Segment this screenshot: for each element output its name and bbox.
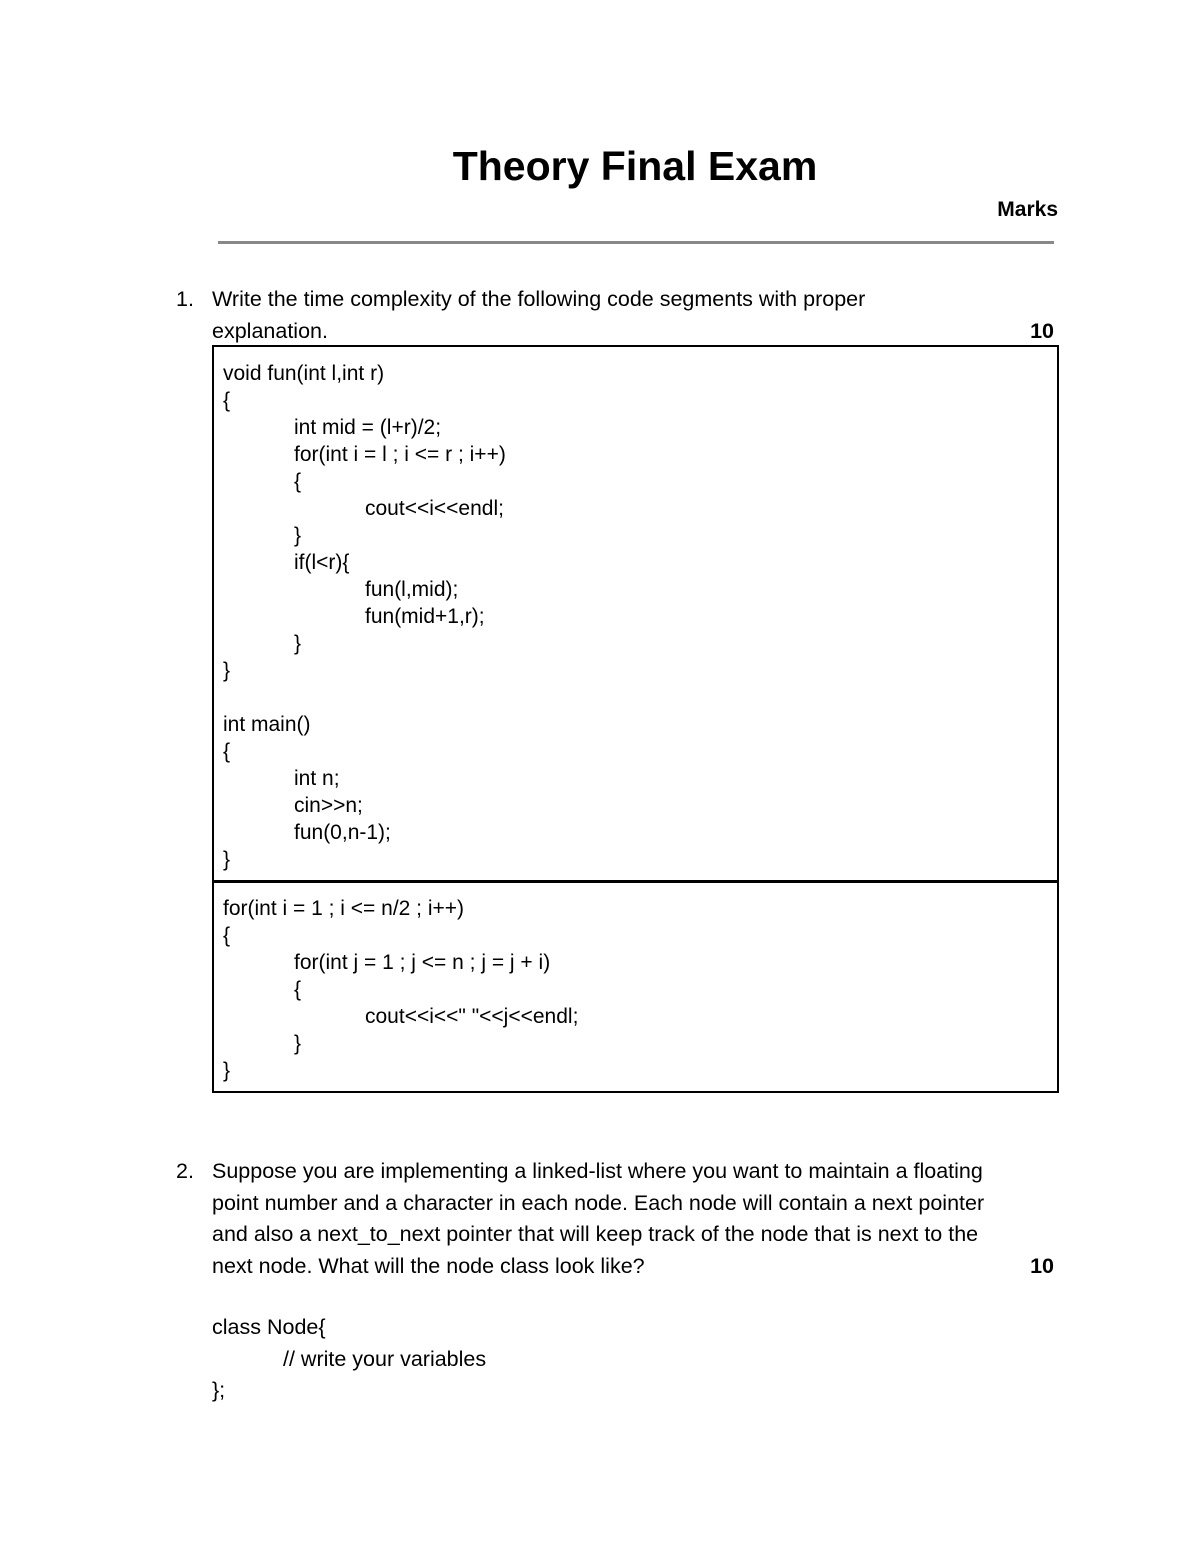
code-line: fun(l,mid);	[365, 578, 459, 601]
code-line	[223, 684, 506, 711]
question-text-line: and also a next_to_next pointer that will keep track of the node that is next to the	[212, 1222, 979, 1246]
code-line: }	[223, 1059, 231, 1082]
code-line: cout<<i<<endl;	[365, 497, 504, 520]
header-divider	[218, 241, 1054, 244]
question-marks: 10	[1030, 318, 1054, 343]
code-line: // write your variables	[283, 1346, 487, 1371]
code-line: {	[223, 740, 231, 763]
code-line: {	[223, 924, 231, 947]
exam-title: Theory Final Exam	[452, 143, 818, 189]
code-line: }	[294, 632, 302, 655]
code-line: cout<<i<<" "<<j<<endl;	[365, 1005, 579, 1028]
code-segment-recursive	[212, 345, 1059, 883]
code-line: }	[294, 524, 302, 547]
code-line: }	[223, 848, 231, 871]
question-text-line: Suppose you are implementing a linked-list where you want to maintain a floating	[212, 1159, 983, 1183]
question-text-line: point number and a character in each node. Each node will contain a next pointer	[212, 1190, 985, 1215]
code-line: int main()	[223, 713, 311, 736]
code-line: fun(mid+1,r);	[365, 605, 485, 628]
question-marks: 10	[1030, 1253, 1054, 1278]
question-number: 1.	[176, 287, 194, 311]
question-text	[212, 284, 1054, 347]
question-text-line: Write the time complexity of the following code segments with proper	[212, 287, 866, 311]
code-line: {	[294, 470, 302, 493]
code-segment-nested-loop	[212, 880, 1059, 1093]
code-line: }	[223, 659, 231, 682]
code-line: class Node{	[212, 1315, 326, 1339]
code-line: };	[212, 1378, 226, 1402]
question-text-line: next node. What will the node class look like?	[212, 1253, 645, 1278]
node-class-template	[212, 1312, 486, 1407]
question-number: 2.	[176, 1159, 194, 1183]
question-text	[212, 1156, 1054, 1282]
marks-column-header: Marks	[997, 198, 1058, 221]
question-text-line: explanation.	[212, 318, 328, 343]
code-line: void fun(int l,int r)	[223, 362, 385, 385]
code-line: fun(0,n-1);	[294, 821, 391, 844]
code-lines	[223, 360, 506, 873]
code-line: for(int i = 1 ; i <= n/2 ; i++)	[223, 897, 465, 920]
code-lines	[223, 895, 578, 1084]
code-line: for(int j = 1 ; j <= n ; j = j + i)	[294, 951, 551, 974]
code-line: for(int i = l ; i <= r ; i++)	[294, 443, 506, 466]
code-line: }	[294, 1032, 302, 1055]
code-line: int n;	[294, 767, 340, 790]
code-line: if(l<r){	[294, 551, 350, 574]
code-line: cin>>n;	[294, 794, 363, 817]
question-2	[176, 1156, 1060, 1282]
code-line: int mid = (l+r)/2;	[294, 416, 442, 439]
question-1	[176, 284, 1060, 347]
code-line: {	[223, 389, 231, 412]
code-line: {	[294, 978, 302, 1001]
